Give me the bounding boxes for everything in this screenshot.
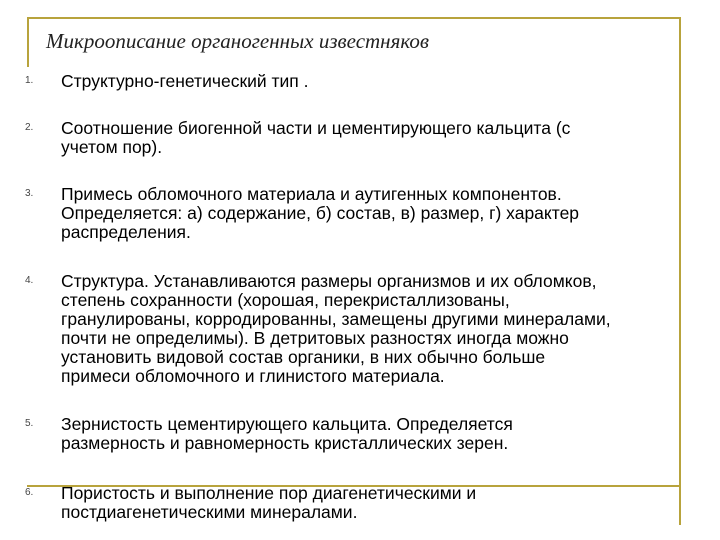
- item-text: Соотношение биогенной части и цементирующего кальцита (с учетом пор).: [61, 118, 571, 157]
- item-text: Структура. Устанавливаются размеры организмов и их обломков, степень сохранности (хорошая, перекристаллизованы, гранулированы, корродированны, замещены другими минералами, почти не определимы). В детритовых разностях иногда можно установить видовой состав органики, в них обычно больше примеси обломочного и глинистого материала.: [61, 271, 611, 386]
- item-number: 6.: [25, 487, 34, 498]
- frame-left-line: [27, 17, 29, 67]
- item-number: 3.: [25, 188, 34, 199]
- item-number: 4.: [25, 275, 34, 286]
- item-text: Пористость и выполнение пор диагенетическими и постдиагенетическими минералами.: [61, 483, 477, 522]
- item-text: Примесь обломочного материала и аутигенных компонентов. Определяется: а) содержание, б) состав, в) размер, г) характер распределения.: [61, 184, 580, 242]
- item-text: Структурно-генетический тип .: [61, 71, 309, 91]
- item-text: Зернистость цементирующего кальцита. Определяется размерность и равномерность кристаллических зерен.: [61, 414, 513, 453]
- item-number: 5.: [25, 418, 34, 429]
- item-number: 1.: [25, 75, 34, 86]
- item-number: 2.: [25, 122, 34, 133]
- slide-title: Микроописание органогенных известняков: [46, 29, 429, 53]
- frame-top-line: [27, 17, 681, 19]
